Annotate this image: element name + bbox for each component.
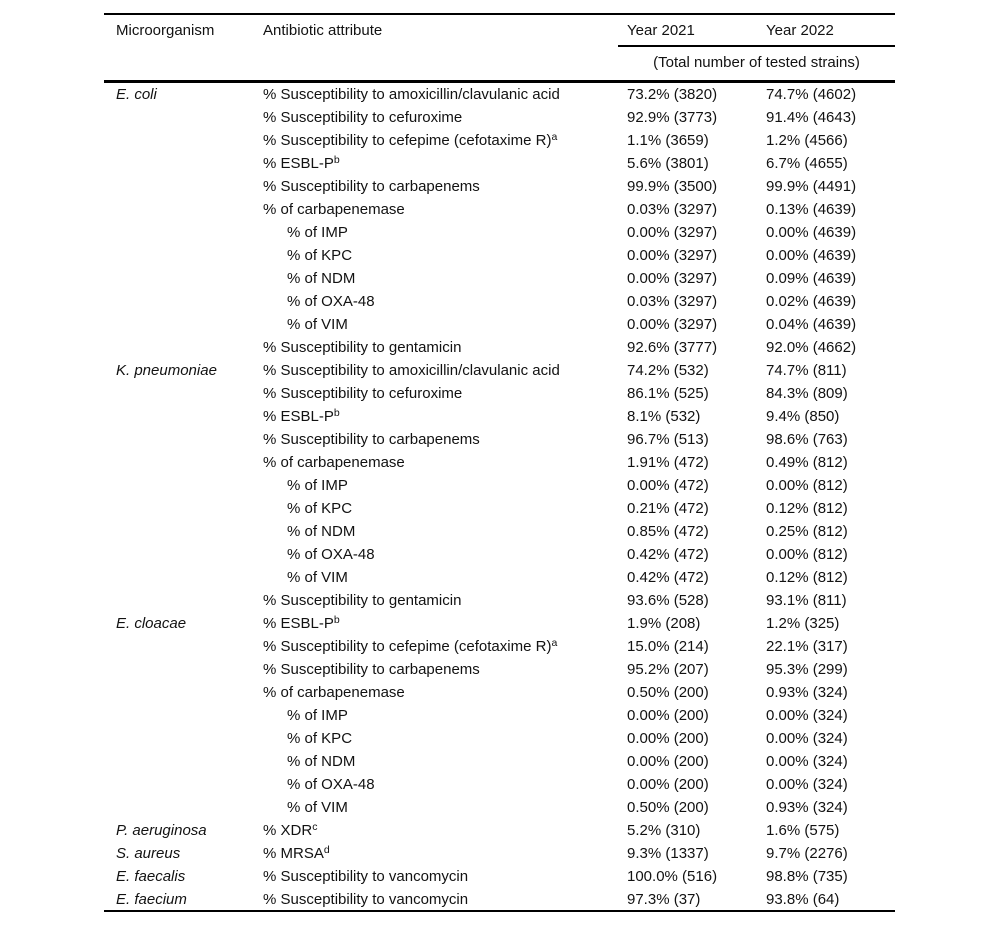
attribute-cell: [287, 773, 375, 796]
footnote-superscript: b: [333, 407, 340, 419]
attribute-label: % of OXA-48: [287, 546, 375, 563]
attribute-cell: [287, 267, 355, 290]
table-row: [104, 635, 895, 658]
year-2021-value: 0.42% (472): [627, 569, 709, 586]
tested-strains-subheader: (Total number of tested strains): [653, 54, 860, 71]
attribute-cell: [263, 589, 461, 612]
attribute-label: % of IMP: [287, 707, 348, 724]
attribute-cell: [263, 106, 462, 129]
attribute-label: % Susceptibility to amoxicillin/clavulanic acid: [263, 86, 560, 103]
attribute-label: % of NDM: [287, 523, 356, 540]
table-row: [104, 152, 895, 175]
attribute-cell: [287, 520, 355, 543]
year-2021-value: 100.0% (516): [627, 868, 718, 885]
attribute-label: % Susceptibility to gentamicin: [263, 592, 462, 609]
year-2021-value: 0.50% (200): [627, 799, 709, 816]
table-row: [104, 359, 895, 382]
year-2022-value: 93.1% (811): [766, 592, 847, 609]
attribute-label: % Susceptibility to amoxicillin/clavulanic acid: [263, 362, 560, 379]
year-2021-value: 95.2% (207): [627, 661, 709, 678]
table-row: [104, 566, 895, 589]
table-row: [104, 520, 895, 543]
attribute-label: % XDR: [263, 822, 313, 839]
year-2022-value: 0.12% (812): [766, 500, 848, 517]
microorganism-cell: P. aeruginosa: [116, 822, 207, 839]
year-2021-value: 86.1% (525): [627, 385, 709, 402]
microorganism-cell: S. aureus: [116, 845, 181, 862]
year-2022-value: 9.7% (2276): [766, 845, 848, 862]
microorganism-cell: E. coli: [116, 86, 157, 103]
microorganism-cell: E. faecalis: [116, 868, 186, 885]
column-header-year-2021: Year 2021: [627, 22, 695, 39]
table-row: [104, 474, 895, 497]
attribute-label: % ESBL-P: [263, 408, 334, 425]
year-2021-value: 0.50% (200): [627, 684, 709, 701]
year-2022-value: 0.00% (4639): [766, 224, 857, 241]
year-2022-value: 0.13% (4639): [766, 201, 857, 218]
year-2022-value: 1.6% (575): [766, 822, 840, 839]
year-2021-value: 93.6% (528): [627, 592, 709, 609]
attribute-cell: [263, 451, 405, 474]
table-row: [104, 451, 895, 474]
attribute-cell: [263, 658, 480, 681]
table-row: [104, 819, 895, 842]
year-2022-value: 0.00% (4639): [766, 247, 857, 264]
attribute-label: % Susceptibility to carbapenems: [263, 178, 480, 195]
year-2021-value: 0.00% (3297): [627, 247, 718, 264]
attribute-label: % of KPC: [287, 730, 353, 747]
attribute-label: % Susceptibility to cefepime (cefotaxime R): [263, 132, 552, 149]
year-2022-value: 0.25% (812): [766, 523, 848, 540]
table-row: [104, 796, 895, 819]
attribute-cell: [263, 819, 317, 842]
year-2021-value: 0.42% (472): [627, 546, 709, 563]
attribute-label: % of OXA-48: [287, 293, 375, 310]
year-2022-value: 98.8% (735): [766, 868, 848, 885]
year-2021-value: 0.00% (200): [627, 753, 709, 770]
year-2022-value: 93.8% (64): [766, 891, 840, 908]
attribute-label: % of VIM: [287, 799, 348, 816]
year-2022-value: 0.00% (324): [766, 753, 848, 770]
year-2022-value: 95.3% (299): [766, 661, 848, 678]
year-2021-value: 0.00% (200): [627, 776, 709, 793]
table-row: [104, 336, 895, 359]
year-2022-value: 0.09% (4639): [766, 270, 857, 287]
table-row: [104, 175, 895, 198]
table-row: [104, 773, 895, 796]
year-2021-value: 15.0% (214): [627, 638, 709, 655]
year-2022-value: 0.00% (324): [766, 707, 848, 724]
attribute-cell: [263, 336, 461, 359]
attribute-cell: [263, 382, 462, 405]
attribute-label: % ESBL-P: [263, 615, 334, 632]
attribute-cell: [287, 313, 348, 336]
table-row: [104, 750, 895, 773]
year-2022-value: 74.7% (811): [766, 362, 847, 379]
attribute-label: % of carbapenemase: [263, 454, 405, 471]
table-row: [104, 497, 895, 520]
attribute-cell: [263, 129, 557, 152]
table-row: [104, 290, 895, 313]
table-row: [104, 589, 895, 612]
attribute-cell: [287, 497, 352, 520]
year-2022-value: 0.04% (4639): [766, 316, 857, 333]
table-body: [104, 83, 895, 911]
attribute-cell: [263, 612, 340, 635]
table-row: [104, 681, 895, 704]
attribute-label: % Susceptibility to cefepime (cefotaxime R): [263, 638, 552, 655]
table-row: [104, 313, 895, 336]
attribute-label: % of NDM: [287, 270, 356, 287]
attribute-cell: [263, 428, 480, 451]
table-row: [104, 267, 895, 290]
attribute-label: % ESBL-P: [263, 155, 334, 172]
attribute-label: % of OXA-48: [287, 776, 375, 793]
year-2021-value: 9.3% (1337): [627, 845, 709, 862]
year-2021-value: 74.2% (532): [627, 362, 709, 379]
attribute-cell: [263, 635, 557, 658]
table-row: [104, 612, 895, 635]
year-2021-value: 5.6% (3801): [627, 155, 709, 172]
year-2022-value: 0.02% (4639): [766, 293, 857, 310]
year-2021-value: 0.03% (3297): [627, 201, 718, 218]
year-2022-value: 99.9% (4491): [766, 178, 857, 195]
attribute-label: % Susceptibility to carbapenems: [263, 431, 480, 448]
year-2022-value: 0.93% (324): [766, 684, 848, 701]
attribute-cell: [287, 704, 348, 727]
year-2021-value: 0.00% (472): [627, 477, 709, 494]
attribute-cell: [287, 750, 355, 773]
attribute-label: % Susceptibility to cefuroxime: [263, 109, 463, 126]
year-2021-value: 1.91% (472): [627, 454, 709, 471]
year-2022-value: 1.2% (4566): [766, 132, 848, 149]
microorganism-cell: E. faecium: [116, 891, 187, 908]
microorganism-cell: K. pneumoniae: [116, 362, 217, 379]
attribute-cell: [287, 727, 352, 750]
table-row: [104, 244, 895, 267]
year-2022-value: 0.12% (812): [766, 569, 848, 586]
footnote-superscript: b: [333, 614, 340, 626]
attribute-label: % Susceptibility to vancomycin: [263, 868, 469, 885]
table-row: [104, 405, 895, 428]
year-2022-value: 1.2% (325): [766, 615, 840, 632]
year-2022-value: 0.00% (324): [766, 730, 848, 747]
table-row: [104, 842, 895, 865]
year-2022-value: 74.7% (4602): [766, 86, 857, 103]
table-row: [104, 704, 895, 727]
table-row: [104, 198, 895, 221]
column-header-year-2022: Year 2022: [766, 22, 834, 39]
table-row: [104, 129, 895, 152]
year-2021-value: 8.1% (532): [627, 408, 701, 425]
attribute-cell: [263, 198, 405, 221]
year-2022-value: 92.0% (4662): [766, 339, 857, 356]
year-2021-value: 1.1% (3659): [627, 132, 709, 149]
table-row: [104, 658, 895, 681]
table-bottom-rule: [104, 910, 895, 912]
year-2021-value: 1.9% (208): [627, 615, 701, 632]
year-2021-value: 0.03% (3297): [627, 293, 718, 310]
attribute-label: % of IMP: [287, 224, 348, 241]
attribute-cell: [263, 175, 480, 198]
attribute-label: % of carbapenemase: [263, 684, 405, 701]
year-2021-value: 0.00% (3297): [627, 316, 718, 333]
attribute-label: % of KPC: [287, 500, 353, 517]
attribute-cell: [263, 152, 340, 175]
year-2021-value: 97.3% (37): [627, 891, 701, 908]
table-row: [104, 83, 895, 106]
year-2022-value: 98.6% (763): [766, 431, 848, 448]
attribute-cell: [263, 681, 405, 704]
attribute-label: % of KPC: [287, 247, 353, 264]
footnote-superscript: d: [323, 844, 330, 856]
year-2022-value: 0.00% (324): [766, 776, 848, 793]
attribute-label: % of VIM: [287, 569, 348, 586]
attribute-cell: [287, 244, 352, 267]
year-2022-value: 22.1% (317): [766, 638, 848, 655]
footnote-superscript: c: [312, 821, 318, 833]
year-columns-underline-rule: [618, 45, 895, 47]
table-row: [104, 382, 895, 405]
year-2022-value: 91.4% (4643): [766, 109, 857, 126]
year-2021-value: 5.2% (310): [627, 822, 701, 839]
attribute-cell: [287, 796, 348, 819]
attribute-cell: [263, 865, 468, 888]
year-2022-value: 0.49% (812): [766, 454, 848, 471]
table-row: [104, 428, 895, 451]
attribute-cell: [263, 83, 560, 106]
attribute-cell: [263, 405, 340, 428]
microorganism-cell: E. cloacae: [116, 615, 187, 632]
attribute-label: % of NDM: [287, 753, 356, 770]
attribute-label: % Susceptibility to cefuroxime: [263, 385, 463, 402]
table-row: [104, 221, 895, 244]
year-2021-value: 99.9% (3500): [627, 178, 718, 195]
year-2021-value: 0.00% (200): [627, 730, 709, 747]
table-row: [104, 865, 895, 888]
year-2022-value: 0.00% (812): [766, 477, 848, 494]
attribute-label: % MRSA: [263, 845, 324, 862]
footnote-superscript: a: [551, 131, 558, 143]
table-row: [104, 888, 895, 911]
attribute-cell: [263, 888, 468, 911]
attribute-cell: [287, 543, 375, 566]
attribute-cell: [263, 359, 560, 382]
attribute-label: % of IMP: [287, 477, 348, 494]
year-2021-value: 0.00% (200): [627, 707, 709, 724]
attribute-cell: [287, 221, 348, 244]
year-2022-value: 0.00% (812): [766, 546, 848, 563]
year-2021-value: 73.2% (3820): [627, 86, 718, 103]
attribute-label: % of carbapenemase: [263, 201, 405, 218]
column-header-antibiotic-attribute: Antibiotic attribute: [263, 22, 383, 39]
attribute-label: % Susceptibility to carbapenems: [263, 661, 480, 678]
year-2021-value: 96.7% (513): [627, 431, 709, 448]
attribute-label: % of VIM: [287, 316, 348, 333]
year-2021-value: 0.00% (3297): [627, 224, 718, 241]
footnote-superscript: a: [551, 637, 558, 649]
footnote-superscript: b: [333, 154, 340, 166]
year-2022-value: 9.4% (850): [766, 408, 840, 425]
table-row: [104, 543, 895, 566]
year-2022-value: 6.7% (4655): [766, 155, 848, 172]
year-2021-value: 92.9% (3773): [627, 109, 718, 126]
column-header-microorganism: Microorganism: [116, 22, 215, 39]
antibiogram-table: [104, 0, 895, 931]
table-row: [104, 727, 895, 750]
year-2022-value: 84.3% (809): [766, 385, 848, 402]
attribute-label: % Susceptibility to gentamicin: [263, 339, 462, 356]
attribute-cell: [287, 474, 348, 497]
attribute-label: % Susceptibility to vancomycin: [263, 891, 469, 908]
year-2021-value: 0.00% (3297): [627, 270, 718, 287]
table-top-rule: [104, 13, 895, 15]
year-2021-value: 92.6% (3777): [627, 339, 718, 356]
year-2022-value: 0.93% (324): [766, 799, 848, 816]
attribute-cell: [287, 290, 375, 313]
year-2021-value: 0.21% (472): [627, 500, 709, 517]
table-row: [104, 106, 895, 129]
attribute-cell: [287, 566, 348, 589]
attribute-cell: [263, 842, 330, 865]
year-2021-value: 0.85% (472): [627, 523, 709, 540]
